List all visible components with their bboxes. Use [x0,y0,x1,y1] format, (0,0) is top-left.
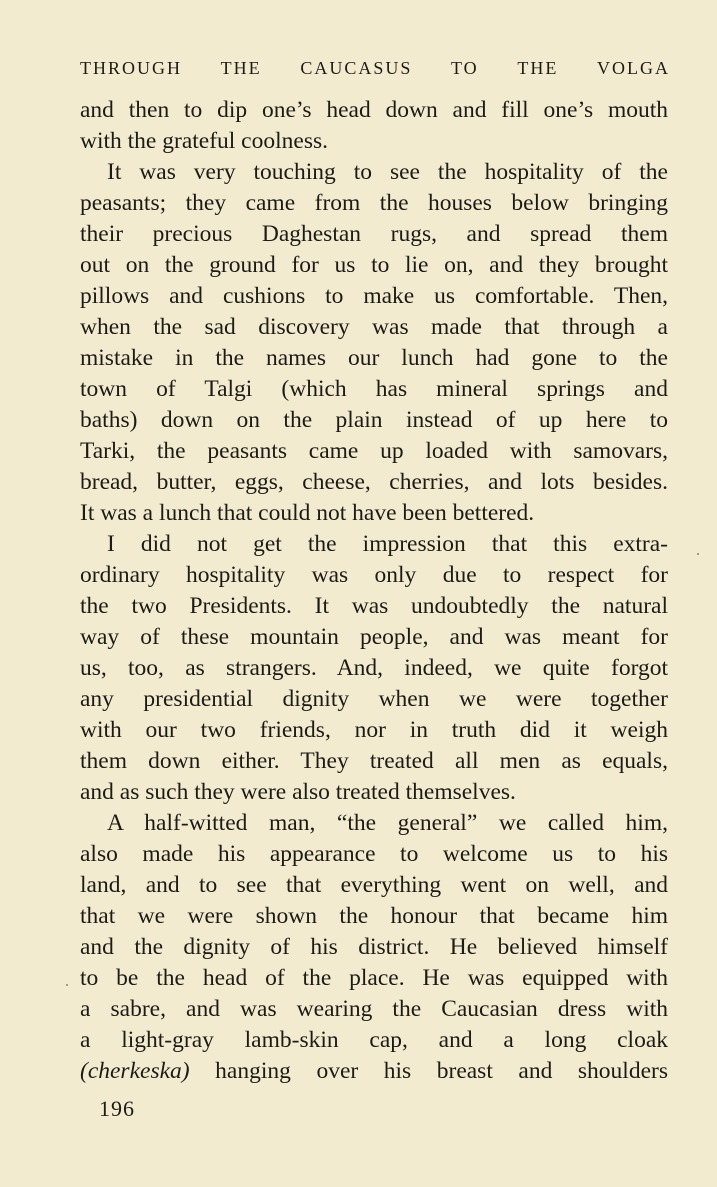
text-line: them down either. They treated all men as equals, [80,748,668,774]
header-word: CAUCASUS [300,58,413,78]
header-word: VOLGA [596,58,670,78]
header-word: TO [451,58,479,78]
text-line: a sabre, and was wearing the Caucasian dress with [80,996,668,1022]
page-number: 196 [99,1096,135,1121]
text-line: Tarki, the peasants came up loaded with samovars, [80,438,668,464]
text-line: the two Presidents. It was undoubtedly the natural [80,593,668,619]
text-line: with the grateful coolness. [80,128,328,154]
text-line: a light-gray lamb-skin cap, and a long cloak [80,1027,668,1053]
text-line: peasants; they came from the houses below bringing [80,190,668,216]
text-line: mistake in the names our lunch had gone to the [80,345,668,371]
text-line: us, too, as strangers. And, indeed, we quite forgot [80,655,668,681]
text-line: to be the head of the place. He was equipped with [80,965,668,991]
text-line: (cherkeska) hanging over his breast and shoulders [80,1058,668,1084]
header-word: THROUGH [80,58,182,78]
text-line: and as such they were also treated themselves. [80,779,516,805]
text-line: and then to dip one’s head down and fill one’s mouth [80,97,668,123]
text-line: also made his appearance to welcome us to his [80,841,668,867]
text-line: with our two friends, nor in truth did it weigh [80,717,668,743]
text-line: when the sad discovery was made that through a [80,314,668,340]
paper-speck [66,984,68,986]
header-word: THE [517,58,559,78]
text-line: any presidential dignity when we were together [80,686,668,712]
text-line: their precious Daghestan rugs, and spread them [80,221,668,247]
text-line: It was very touching to see the hospitality of the [107,159,668,185]
body-text [80,95,668,1087]
text-line: way of these mountain people, and was meant for [80,624,668,650]
text-line: land, and to see that everything went on well, and [80,872,668,898]
text-line: bread, butter, eggs, cheese, cherries, and lots besides. [80,469,668,495]
text-line: and the dignity of his district. He believed himself [80,934,668,960]
text-line: ordinary hospitality was only due to respect for [80,562,668,588]
paper-speck [697,553,699,555]
text-line: baths) down on the plain instead of up here to [80,407,668,433]
text-line: A half-witted man, “the general” we called him, [107,810,668,836]
text-line: pillows and cushions to make us comfortable. Then, [80,283,668,309]
text-line: It was a lunch that could not have been bettered. [80,500,535,526]
text-line: town of Talgi (which has mineral springs and [80,376,668,402]
text-line: out on the ground for us to lie on, and they brought [80,252,668,278]
text-line: that we were shown the honour that became him [80,903,668,929]
italic-term: (cherkeska) [80,1058,190,1084]
running-header [80,58,670,79]
text-line: I did not get the impression that this extra- [107,531,668,557]
header-word: THE [220,58,262,78]
